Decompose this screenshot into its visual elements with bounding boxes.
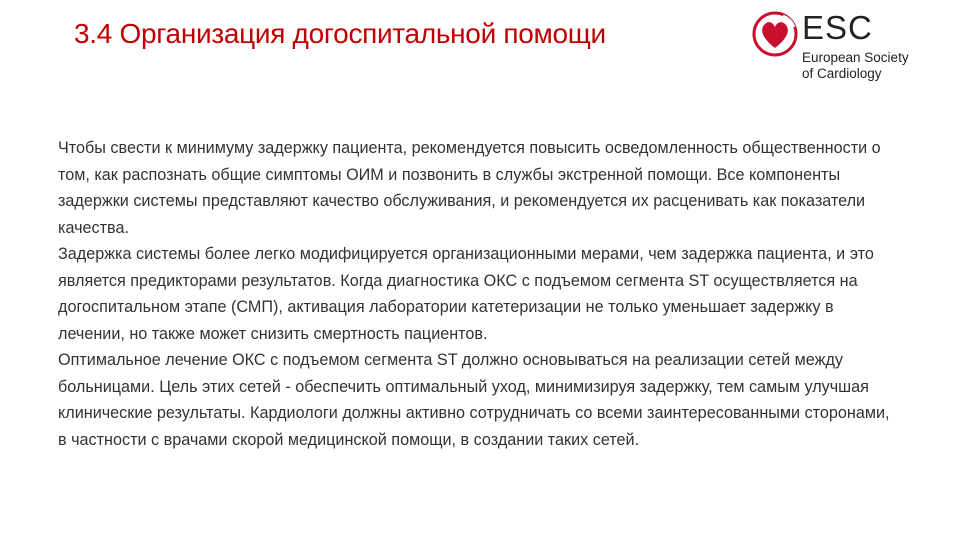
logo-abbreviation: ESC	[802, 9, 873, 46]
slide-title: 3.4 Организация догоспитальной помощи	[74, 18, 606, 49]
paragraph-1: Чтобы свести к минимуму задержку пациента, рекомендуется повысить осведомленность общественности о том, как распознать общие симптомы ОИМ и позвонить в службы экстренной помощи. Все компоненты задержки системы представляют качество обслуживания, и рекомендуется их расценивать как показатели качества.	[58, 139, 881, 237]
paragraph-3: Оптимальное лечение ОКС с подъемом сегмента ST должно основываться на реализации сетей между больницами. Цель этих сетей - обеспечить оптимальный уход, минимизируя задержку, тем самым улучшая клинические результаты. Кардиологи должны активно сотрудничать со всеми заинтересованными сторонами, в частности с врачами скорой медицинской помощи, в создании таких сетей.	[58, 351, 890, 449]
paragraph-2: Задержка системы более легко модифицируется организационными мерами, чем задержка пациента, и это является предикторами результатов. Когда диагностика ОКС с подъемом сегмента ST осуществляется на догоспитальном этапе (СМП), активация лаборатории катетеризации не только уменьшает задержку в лечении, но также может снизить смертность пациентов.	[58, 245, 874, 343]
logo-name-line1: European Society	[802, 50, 909, 65]
esc-logo	[752, 8, 942, 86]
body-text	[58, 135, 898, 453]
logo-name-line2: of Cardiology	[802, 66, 882, 81]
logo-organization-name	[802, 50, 909, 82]
heart-icon	[752, 10, 798, 58]
